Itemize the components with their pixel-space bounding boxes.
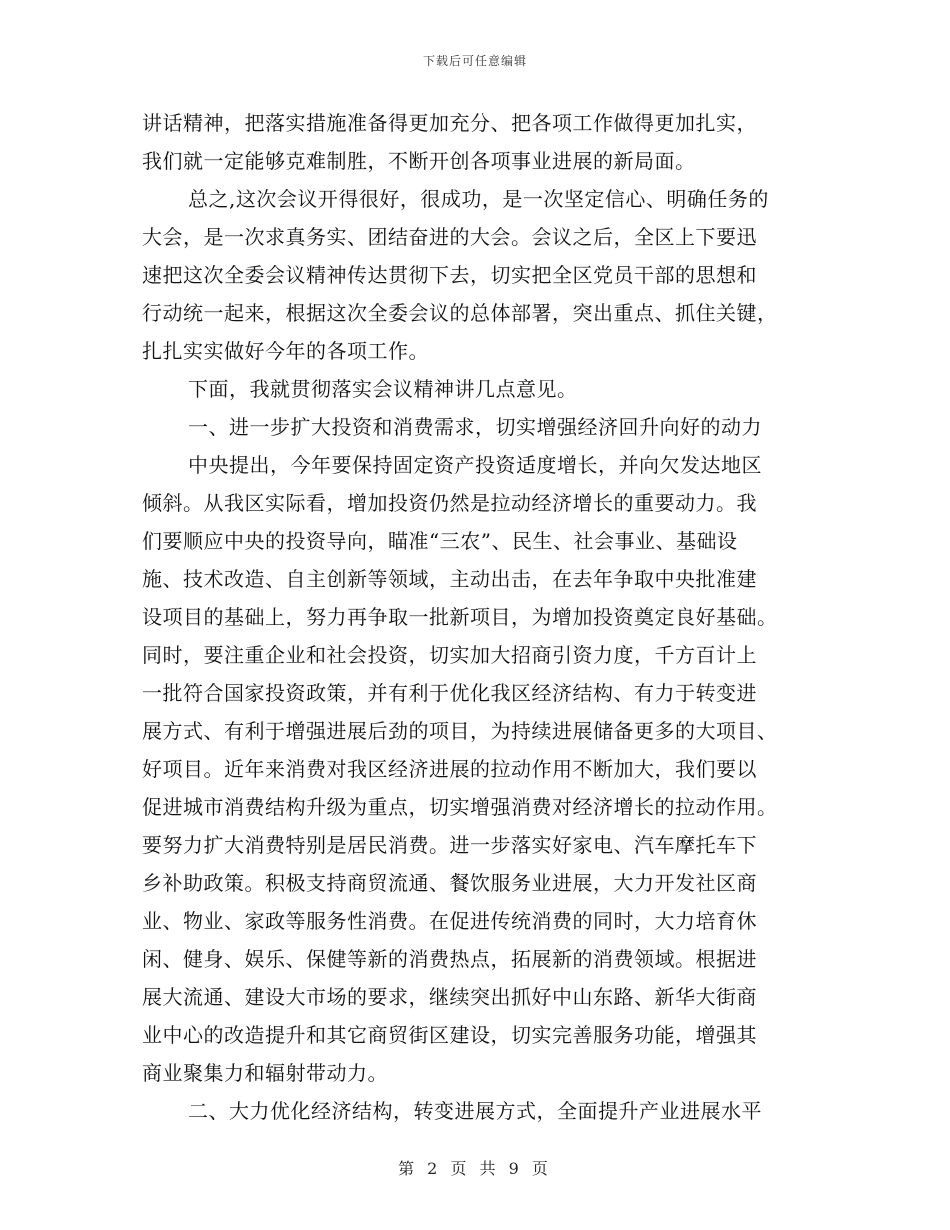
text-line: 倾斜。从我区实际看，增加投资仍然是拉动经济增长的重要动力。我: [142, 491, 757, 515]
document-body: [142, 104, 814, 1130]
text-line: 扎扎实实做好今年的各项工作。: [142, 339, 429, 363]
text-line: 业、物业、家政等服务性消费。在促进传统消费的同时，大力培育休: [142, 909, 757, 933]
text-line: 讲话精神，把落实措施准备得更加充分、把各项工作做得更加扎实，: [142, 111, 757, 135]
text-line: 好项目。近年来消费对我区经济进展的拉动作用不断加大，我们要以: [142, 757, 757, 781]
text-line: 中央提出，今年要保持固定资产投资适度增长，并向欠发达地区: [188, 453, 762, 477]
page-number: 第 2 页 共 9 页: [398, 1159, 552, 1178]
text-line: 闲、健身、娱乐、保健等新的消费热点，拓展新的消费领域。根据进: [142, 947, 757, 971]
text-line: 施、技术改造、自主创新等领域，主动出击，在去年争取中央批准建: [142, 567, 757, 591]
text-line: 们要顺应中央的投资导向，瞄准“三农”、民生、社会事业、基础设: [142, 529, 738, 553]
text-line: 一、进一步扩大投资和消费需求，切实增强经济回升向好的动力: [188, 415, 762, 439]
text-line: 同时，要注重企业和社会投资，切实加大招商引资力度，千方百计上: [142, 643, 757, 667]
text-line: 二、大力优化经济结构，转变进展方式，全面提升产业进展水平: [188, 1099, 762, 1123]
text-line: 大会，是一次求真务实、团结奋进的大会。会议之后，全区上下要迅: [142, 225, 757, 249]
text-line: 下面，我就贯彻落实会议精神讲几点意见。: [188, 377, 578, 401]
text-line: 展大流通、建设大市场的要求，继续突出抓好中山东路、新华大街商: [142, 985, 757, 1009]
page-header: 下载后可任意编辑: [422, 54, 527, 68]
text-line: 设项目的基础上，努力再争取一批新项目，为增加投资奠定良好基础。: [142, 605, 778, 629]
text-line: 行动统一起来，根据这次全委会议的总体部署，突出重点、抓住关键，: [142, 301, 778, 325]
text-line: 乡补助政策。积极支持商贸流通、餐饮服务业进展，大力开发社区商: [142, 871, 757, 895]
text-line: 速把这次全委会议精神传达贯彻下去，切实把全区党员干部的思想和: [142, 263, 757, 287]
text-line: 我们就一定能够克难制胜，不断开创各项事业进展的新局面。: [142, 149, 696, 173]
text-line: 要努力扩大消费特别是居民消费。进一步落实好家电、汽车摩托车下: [142, 833, 757, 857]
text-line: 一批符合国家投资政策，并有利于优化我区经济结构、有力于转变进: [142, 681, 757, 705]
text-line: 商业聚集力和辐射带动力。: [142, 1061, 388, 1085]
text-line: 业中心的改造提升和其它商贸街区建设，切实完善服务功能，增强其: [142, 1023, 757, 1047]
text-line: 展方式、有利于增强进展后劲的项目，为持续进展储备更多的大项目、: [142, 719, 778, 743]
text-line: 总之,这次会议开得很好，很成功，是一次坚定信心、明确任务的: [188, 187, 769, 211]
text-line: 促进城市消费结构升级为重点，切实增强消费对经济增长的拉动作用。: [142, 795, 778, 819]
